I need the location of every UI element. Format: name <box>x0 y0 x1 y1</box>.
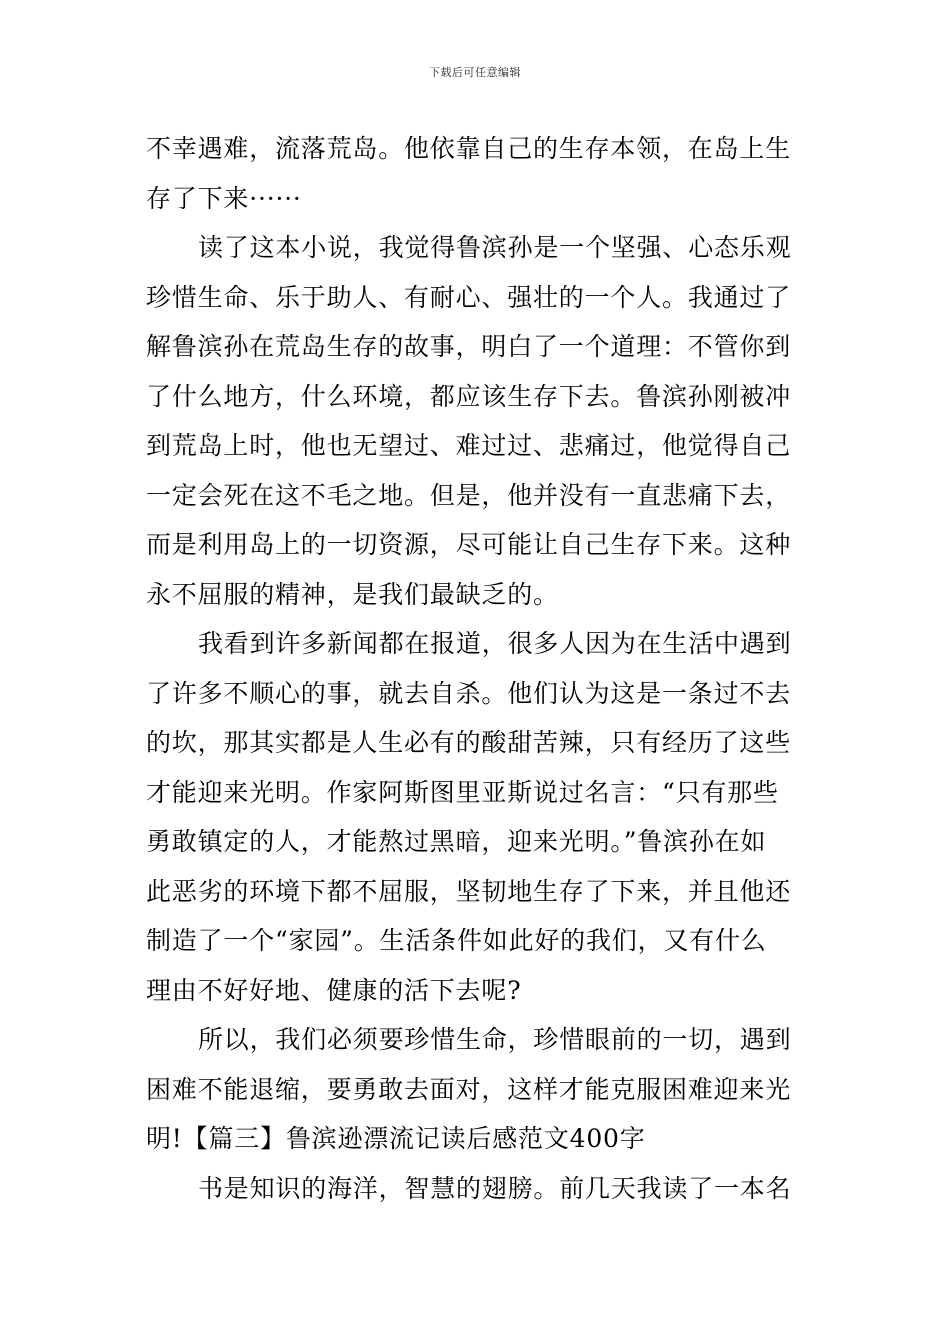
text-line: 困难不能退缩，要勇敢去面对，这样才能克服困难迎来光 <box>146 1074 792 1104</box>
text-line: 明!【篇三】鲁滨逊漂流记读后感范文400字 <box>146 1124 646 1153</box>
page-header: 下载后可任意编辑 <box>429 66 521 79</box>
text-line: 解鲁滨孙在荒岛生存的故事，明白了一个道理：不管你到 <box>146 332 792 361</box>
text-line: 一定会死在这不毛之地。但是，他并没有一直悲痛下去， <box>146 480 792 510</box>
text-line: 珍惜生命、乐于助人、有耐心、强壮的一个人。我通过了 <box>146 282 792 312</box>
text-line: 的坎，那其实都是人生必有的酸甜苦辣，只有经历了这些 <box>146 728 792 757</box>
paragraph <box>146 1015 810 1164</box>
text-line: 了什么地方，什么环境，都应该生存下去。鲁滨孙刚被冲 <box>146 381 792 411</box>
document-body <box>146 124 810 1213</box>
paragraph <box>146 124 810 223</box>
text-line: 书是知识的海洋，智慧的翅膀。前几天我读了一本名 <box>198 1173 792 1203</box>
text-line: 我看到许多新闻都在报道，很多人因为在生活中遇到 <box>198 629 792 658</box>
text-line: 读了这本小说，我觉得鲁滨孙是一个坚强、心态乐观 <box>198 233 792 262</box>
text-line: 此恶劣的环境下都不屈服，坚韧地生存了下来，并且他还 <box>146 876 792 906</box>
paragraph <box>146 619 810 1015</box>
text-line: 理由不好好地、健康的活下去呢? <box>146 975 522 1005</box>
paragraph <box>146 1164 810 1214</box>
text-line: 了许多不顺心的事，就去自杀。他们认为这是一条过不去 <box>146 678 792 708</box>
text-line: 存了下来······ <box>146 183 302 213</box>
text-line: 而是利用岛上的一切资源，尽可能让自己生存下来。这种 <box>146 530 792 559</box>
paragraph <box>146 223 810 619</box>
text-line: 到荒岛上时，他也无望过、难过过、悲痛过，他觉得自己 <box>146 431 792 460</box>
text-line: 所以，我们必须要珍惜生命，珍惜眼前的一切，遇到 <box>198 1025 792 1054</box>
text-line: 勇敢镇定的人，才能熬过黑暗，迎来光明。”鲁滨孙在如 <box>146 827 767 856</box>
text-line: 制造了一个“家园”。生活条件如此好的我们，又有什么 <box>146 926 767 955</box>
text-line: 才能迎来光明。作家阿斯图里亚斯说过名言：“只有那些 <box>146 777 779 807</box>
text-line: 不幸遇难，流落荒岛。他依靠自己的生存本领，在岛上生 <box>146 134 792 163</box>
text-line: 永不屈服的精神，是我们最缺乏的。 <box>146 579 559 609</box>
